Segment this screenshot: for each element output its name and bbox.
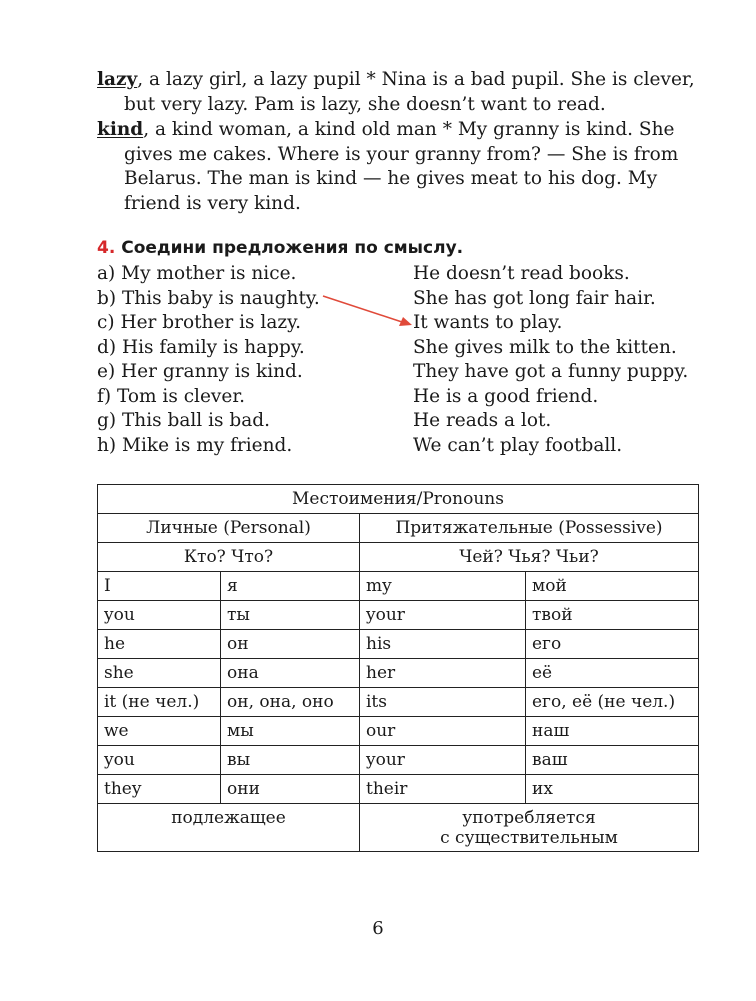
table-cell: her	[360, 659, 526, 688]
matching-right: She has got long fair hair.	[413, 287, 656, 309]
task-title: Соедини предложения по смыслу.	[121, 238, 464, 258]
matching-right: He is a good friend.	[413, 385, 599, 407]
table-cell: её	[526, 659, 699, 688]
possessive-footer-line-2: с существительным	[440, 828, 618, 848]
table-row	[98, 659, 699, 688]
possessive-footer-line-1: употребляется	[462, 808, 596, 828]
table-row	[98, 688, 699, 717]
table-cell: you	[98, 601, 221, 630]
table-cell: your	[360, 746, 526, 775]
table-cell: он, она, оно	[221, 688, 360, 717]
matching-left: f) Tom is clever.	[97, 385, 246, 407]
vocab-text: , a kind woman, a kind old man * My granny is kind. She gives me cakes. Where is your granny from? — She is from Belarus. The man is kind — he gives meat to his dog. My friend is very kind.	[124, 119, 679, 214]
personal-header: Личные (Personal)	[98, 514, 360, 543]
matching-row	[97, 360, 707, 385]
matching-row	[97, 262, 707, 287]
table-title-row	[98, 485, 699, 514]
table-cell: its	[360, 688, 526, 717]
matching-row	[97, 409, 707, 434]
table-cell: ваш	[526, 746, 699, 775]
table-cell: мы	[221, 717, 360, 746]
pronouns-table	[97, 484, 699, 852]
table-row	[98, 572, 699, 601]
matching-row	[97, 336, 707, 361]
matching-left: g) This ball is bad.	[97, 410, 270, 431]
matching-left: a) My mother is nice.	[97, 263, 297, 284]
table-cell: his	[360, 630, 526, 659]
table-cell: мой	[526, 572, 699, 601]
table-cell: наш	[526, 717, 699, 746]
table-cell: they	[98, 775, 221, 804]
table-cell: you	[98, 746, 221, 775]
vocab-text: , a lazy girl, a lazy pupil * Nina is a bad pupil. She is clever, but very lazy. Pam is lazy, she doesn’t want to read.	[124, 69, 695, 115]
matching-right: They have got a funny puppy.	[413, 361, 689, 382]
personal-footer-text: подлежащее	[171, 808, 286, 828]
table-footer-row	[98, 804, 699, 852]
table-cell: они	[221, 775, 360, 804]
table-row	[98, 717, 699, 746]
matching-left: h) Mike is my friend.	[97, 434, 293, 456]
matching-right: We can’t play football.	[413, 434, 623, 456]
task-heading	[97, 238, 463, 258]
table-cell: it (не чел.)	[98, 688, 221, 717]
example-arrow-icon	[320, 292, 415, 334]
possessive-question: Чей? Чья? Чьи?	[360, 543, 699, 572]
personal-question: Кто? Что?	[98, 543, 360, 572]
personal-footer	[98, 804, 360, 852]
table-cell: she	[98, 659, 221, 688]
matching-row	[97, 434, 707, 459]
table-cell: вы	[221, 746, 360, 775]
table-cell: я	[221, 572, 360, 601]
table-cell: их	[526, 775, 699, 804]
table-cell: его	[526, 630, 699, 659]
table-title: Местоимения/Pronouns	[98, 485, 699, 514]
table-cell: ты	[221, 601, 360, 630]
matching-right: It wants to play.	[413, 312, 563, 333]
matching-right: He doesn’t read books.	[413, 263, 630, 284]
table-cell: твой	[526, 601, 699, 630]
vocab-entry-lazy	[97, 68, 702, 117]
table-row	[98, 746, 699, 775]
matching-right: He reads a lot.	[413, 410, 552, 431]
table-cell: I	[98, 572, 221, 601]
table-question-row	[98, 543, 699, 572]
table-cell: она	[221, 659, 360, 688]
possessive-header: Притяжательные (Possessive)	[360, 514, 699, 543]
vocab-entry-kind	[97, 118, 702, 216]
matching-left: e) Her granny is kind.	[97, 361, 303, 382]
table-row	[98, 601, 699, 630]
table-cell: our	[360, 717, 526, 746]
table-group-row	[98, 514, 699, 543]
table-cell: their	[360, 775, 526, 804]
matching-right: She gives milk to the kitten.	[413, 336, 677, 358]
table-cell: он	[221, 630, 360, 659]
matching-left: c) Her brother is lazy.	[97, 312, 301, 333]
page-number: 6	[372, 918, 384, 939]
vocab-word: lazy	[97, 69, 138, 90]
table-cell: его, её (не чел.)	[526, 688, 699, 717]
table-cell: your	[360, 601, 526, 630]
table-cell: he	[98, 630, 221, 659]
vocab-word: kind	[97, 119, 144, 140]
possessive-footer	[360, 804, 699, 852]
task-number: 4.	[97, 238, 116, 258]
matching-left: d) His family is happy.	[97, 336, 305, 358]
matching-row	[97, 385, 707, 410]
table-cell: we	[98, 717, 221, 746]
table-row	[98, 630, 699, 659]
matching-left: b) This baby is naughty.	[97, 287, 320, 309]
table-cell: my	[360, 572, 526, 601]
table-row	[98, 775, 699, 804]
